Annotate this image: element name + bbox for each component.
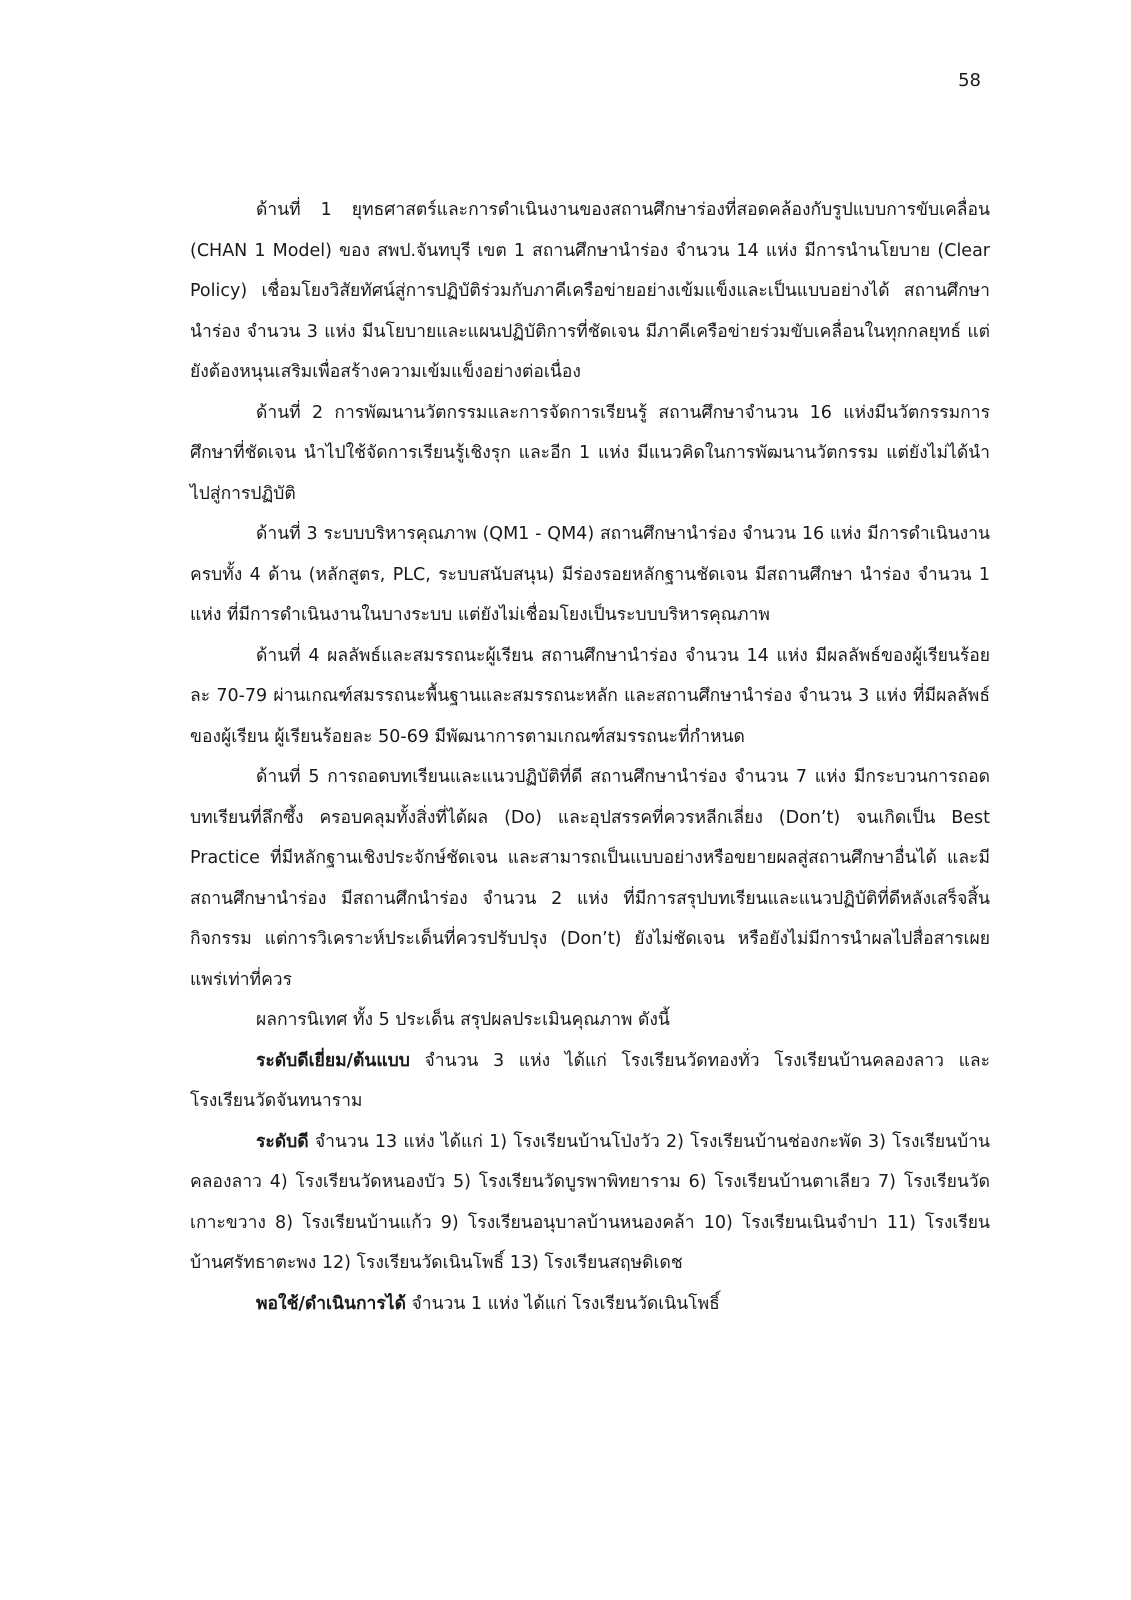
paragraph-text: ด้านที่ 3 ระบบบริหารคุณภาพ (QM1 - QM4) สถานศึกษานำร่อง จำนวน 16 แห่ง มีการดำเนินงานครบทั้ง 4 ด้าน (หลักสูตร, PLC, ระบบสนับสนุน) มีร่องรอยหลักฐานชัดเจน มีสถานศึกษา นำร่อง จำนวน 1 แห่ง ที่มีการดำเนินงานในบางระบบ แต่ยังไม่เชื่อมโยงเป็นระบบบริหารคุณภาพ (190, 524, 990, 625)
paragraph-aspect-1 (190, 190, 990, 393)
paragraph-aspect-2 (190, 393, 990, 515)
paragraph-aspect-3 (190, 514, 990, 636)
paragraph-text: จำนวน 3 แห่ง ได้แก่ โรงเรียนวัดทองทั่ว โรงเรียนบ้านคลองลาว และโรงเรียนวัดจันทนาราม (190, 1050, 990, 1111)
paragraph-text: จำนวน 13 แห่ง ได้แก่ 1) โรงเรียนบ้านโป่งวัว 2) โรงเรียนบ้านช่องกะพัด 3) โรงเรียนบ้านคลองลาว 4) โรงเรียนวัดหนองบัว 5) โรงเรียนวัดบูรพาพิทยาราม 6) โรงเรียนบ้านตาเลียว 7) โรงเรียนวัดเกาะขวาง 8) โรงเรียนบ้านแก้ว 9) โรงเรียนอนุบาลบ้านหนองคล้า 10) โรงเรียนเนินจำปา 11) โรงเรียนบ้านศรัทธาตะพง 12) โรงเรียนวัดเนินโพธิ์ 13) โรงเรียนสฤษดิเดช (190, 1131, 990, 1273)
level-heading-excellent: ระดับดีเยี่ยม/ต้นแบบ (256, 1050, 410, 1071)
paragraph-level-fair (190, 1284, 990, 1325)
paragraph-aspect-4 (190, 636, 990, 758)
paragraph-summary-intro (190, 1000, 990, 1041)
document-body (190, 190, 990, 1324)
paragraph-level-good (190, 1122, 990, 1284)
paragraph-text: ผลการนิเทศ ทั้ง 5 ประเด็น สรุปผลประเมินคุณภาพ ดังนี้ (256, 1010, 670, 1030)
paragraph-text: จำนวน 1 แห่ง ได้แก่ โรงเรียนวัดเนินโพธิ์ (405, 1293, 720, 1314)
paragraph-text: ด้านที่ 2 การพัฒนานวัตกรรมและการจัดการเรียนรู้ สถานศึกษาจำนวน 16 แห่งมีนวัตกรรมการศึกษาที่ชัดเจน นำไปใช้จัดการเรียนรู้เชิงรุก และอีก 1 แห่ง มีแนวคิดในการพัฒนานวัตกรรม แต่ยังไม่ได้นำไปสู่การปฏิบัติ (190, 402, 990, 504)
paragraph-text: ด้านที่ 4 ผลลัพธ์และสมรรถนะผู้เรียน สถานศึกษานำร่อง จำนวน 14 แห่ง มีผลลัพธ์ของผู้เรียนร้อยละ 70-79 ผ่านเกณฑ์สมรรถนะพื้นฐานและสมรรถนะหลัก และสถานศึกษานำร่อง จำนวน 3 แห่ง ที่มีผลลัพธ์ของผู้เรียน ผู้เรียนร้อยละ 50-69 มีพัฒนาการตามเกณฑ์สมรรถนะที่กำหนด (190, 645, 990, 747)
level-heading-fair: พอใช้/ดำเนินการได้ (256, 1293, 406, 1314)
paragraph-text: ด้านที่ 1 ยุทธศาสตร์และการดำเนินงานของสถานศึกษาร่องที่สอดคล้องกับรูปแบบการขับเคลื่อน (CHAN 1 Model) ของ สพป.จันทบุรี เขต 1 สถานศึกษานำร่อง จำนวน 14 แห่ง มีการนำนโยบาย (Clear Policy) เชื่อมโยงวิสัยทัศน์สู่การปฏิบัติร่วมกับภาคีเครือข่ายอย่างเข้มแข็งและเป็นแบบอย่างได้ สถานศึกษานำร่อง จำนวน 3 แห่ง มีนโยบายและแผนปฏิบัติการที่ชัดเจน มีภาคีเครือข่ายร่วมขับเคลื่อนในทุกกลยุทธ์ แต่ยังต้องหนุนเสริมเพื่อสร้างความเข้มแข็งอย่างต่อเนื่อง (190, 200, 990, 382)
level-heading-good: ระดับดี (256, 1131, 309, 1152)
paragraph-text: ด้านที่ 5 การถอดบทเรียนและแนวปฏิบัติที่ดี สถานศึกษานำร่อง จำนวน 7 แห่ง มีกระบวนการถอดบทเรียนที่ลึกซึ้ง ครอบคลุมทั้งสิ่งที่ได้ผล (Do) และอุปสรรคที่ควรหลีกเลี่ยง (Don’t) จนเกิดเป็น Best Practice ที่มีหลักฐานเชิงประจักษ์ชัดเจน และสามารถเป็นแบบอย่างหรือขยายผลสู่สถานศึกษาอื่นได้ และมีสถานศึกษานำร่อง มีสถานศึกนำร่อง จำนวน 2 แห่ง ที่มีการสรุปบทเรียนและแนวปฏิบัติที่ดีหลังเสร็จสิ้นกิจกรรม แต่การวิเคราะห์ประเด็นที่ควรปรับปรุง (Don’t) ยังไม่ชัดเจน หรือยังไม่มีการนำผลไปสื่อสารเผยแพร่เท่าที่ควร (190, 767, 990, 990)
page-number: 58 (958, 70, 981, 91)
paragraph-aspect-5 (190, 757, 990, 1000)
paragraph-level-excellent (190, 1041, 990, 1122)
